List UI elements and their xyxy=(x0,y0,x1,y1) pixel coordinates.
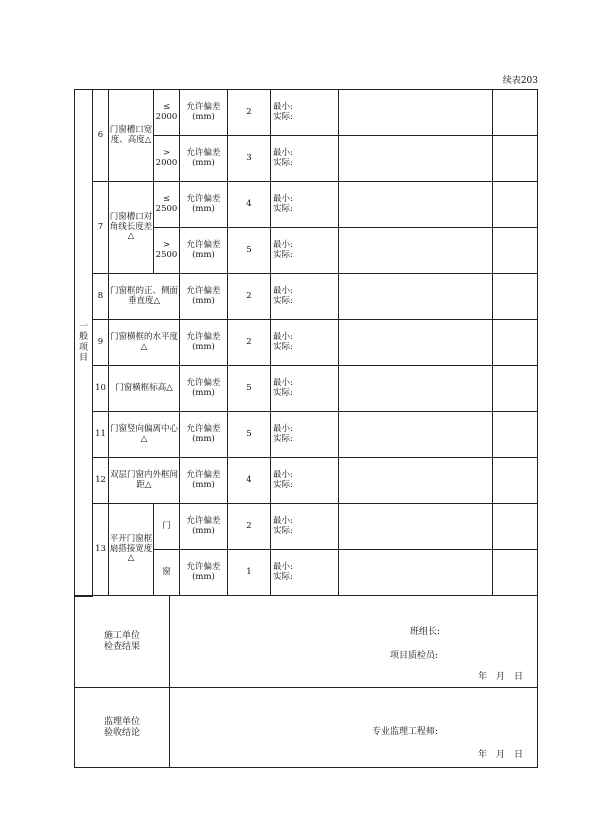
measurement-cell[interactable] xyxy=(339,90,493,136)
measure-labels: 最小: 实际: xyxy=(271,504,339,550)
deviation-label: 允许偏差 (mm) xyxy=(180,182,228,228)
category-cell: 一 般 项 目 xyxy=(75,90,93,597)
deviation-value: 4 xyxy=(228,182,271,228)
measure-labels: 最小: 实际: xyxy=(271,366,339,412)
deviation-value: 2 xyxy=(228,320,271,366)
table-row xyxy=(75,320,538,366)
table-row xyxy=(75,412,538,458)
item-number: 7 xyxy=(93,182,109,274)
condition-cell: > 2500 xyxy=(154,228,180,274)
measurement-cell[interactable] xyxy=(339,274,493,320)
result-cell[interactable] xyxy=(493,412,538,458)
table-row xyxy=(75,90,538,136)
measure-labels: 最小: 实际: xyxy=(271,136,339,182)
table-row xyxy=(75,504,538,550)
signoff-table xyxy=(74,595,538,768)
measurement-cell[interactable] xyxy=(339,412,493,458)
table-row xyxy=(75,274,538,320)
item-number: 11 xyxy=(93,412,109,458)
measure-labels: 最小: 实际: xyxy=(271,458,339,504)
item-number: 10 xyxy=(93,366,109,412)
condition-cell: > 2000 xyxy=(154,136,180,182)
measure-labels: 最小: 实际: xyxy=(271,320,339,366)
measurement-cell[interactable] xyxy=(339,504,493,550)
construction-result-area[interactable] xyxy=(170,596,538,688)
quality-inspector-label: 项目质检员: xyxy=(390,651,439,661)
measurement-cell[interactable] xyxy=(339,136,493,182)
result-cell[interactable] xyxy=(493,550,538,596)
result-cell[interactable] xyxy=(493,228,538,274)
result-cell[interactable] xyxy=(493,458,538,504)
measure-labels: 最小: 实际: xyxy=(271,90,339,136)
deviation-label: 允许偏差 (mm) xyxy=(180,274,228,320)
item-number: 8 xyxy=(93,274,109,320)
item-number: 12 xyxy=(93,458,109,504)
deviation-value: 5 xyxy=(228,366,271,412)
item-number: 9 xyxy=(93,320,109,366)
deviation-label: 允许偏差 (mm) xyxy=(180,550,228,596)
deviation-value: 2 xyxy=(228,504,271,550)
deviation-value: 5 xyxy=(228,412,271,458)
condition-cell: ≤ 2000 xyxy=(154,90,180,136)
table-row xyxy=(75,182,538,228)
deviation-value: 4 xyxy=(228,458,271,504)
item-name: 门窗横框标高△ xyxy=(109,366,180,412)
result-cell[interactable] xyxy=(493,504,538,550)
result-cell[interactable] xyxy=(493,136,538,182)
measurement-cell[interactable] xyxy=(339,550,493,596)
continuation-label: 续表203 xyxy=(502,76,538,86)
deviation-value: 2 xyxy=(228,90,271,136)
item-number: 6 xyxy=(93,90,109,182)
condition-cell: ≤ 2500 xyxy=(154,182,180,228)
supervising-engineer-label: 专业监理工程师: xyxy=(372,727,439,737)
item-name: 双层门窗内外框间距△ xyxy=(109,458,180,504)
construction-label: 施工单位 检查结果 xyxy=(75,596,170,688)
item-name: 门窗框的正、侧面垂直度△ xyxy=(109,274,180,320)
item-name: 门窗横框的水平度△ xyxy=(109,320,180,366)
result-cell[interactable] xyxy=(493,274,538,320)
deviation-label: 允许偏差 (mm) xyxy=(180,366,228,412)
inspection-table xyxy=(74,89,538,597)
supervision-row xyxy=(75,688,538,768)
deviation-value: 2 xyxy=(228,274,271,320)
deviation-value: 5 xyxy=(228,228,271,274)
supervision-result-area[interactable] xyxy=(170,688,538,768)
condition-cell: 门 xyxy=(154,504,180,550)
item-name: 平开门窗框扇搭接宽度△ xyxy=(109,504,154,596)
measure-labels: 最小: 实际: xyxy=(271,182,339,228)
measure-labels: 最小: 实际: xyxy=(271,228,339,274)
deviation-label: 允许偏差 (mm) xyxy=(180,228,228,274)
item-name: 门窗竖向偏离中心△ xyxy=(109,412,180,458)
measurement-cell[interactable] xyxy=(339,228,493,274)
construction-row xyxy=(75,596,538,688)
deviation-label: 允许偏差 (mm) xyxy=(180,90,228,136)
measurement-cell[interactable] xyxy=(339,366,493,412)
deviation-label: 允许偏差 (mm) xyxy=(180,412,228,458)
team-leader-label: 班组长: xyxy=(410,627,441,637)
result-cell[interactable] xyxy=(493,366,538,412)
deviation-label: 允许偏差 (mm) xyxy=(180,458,228,504)
table-row xyxy=(75,458,538,504)
measurement-cell[interactable] xyxy=(339,182,493,228)
measure-labels: 最小: 实际: xyxy=(271,274,339,320)
condition-cell: 窗 xyxy=(154,550,180,596)
result-cell[interactable] xyxy=(493,90,538,136)
measure-labels: 最小: 实际: xyxy=(271,550,339,596)
item-name: 门窗槽口宽度、高度△ xyxy=(109,90,154,182)
table-row xyxy=(75,366,538,412)
deviation-label: 允许偏差 (mm) xyxy=(180,136,228,182)
supervision-date: 年 月 日 xyxy=(477,750,523,760)
measurement-cell[interactable] xyxy=(339,320,493,366)
deviation-value: 3 xyxy=(228,136,271,182)
deviation-label: 允许偏差 (mm) xyxy=(180,320,228,366)
construction-date: 年 月 日 xyxy=(477,672,523,682)
item-name: 门窗槽口对角线长度差△ xyxy=(109,182,154,274)
supervision-label: 监理单位 验收结论 xyxy=(75,688,170,768)
result-cell[interactable] xyxy=(493,182,538,228)
measure-labels: 最小: 实际: xyxy=(271,412,339,458)
deviation-value: 1 xyxy=(228,550,271,596)
result-cell[interactable] xyxy=(493,320,538,366)
deviation-label: 允许偏差 (mm) xyxy=(180,504,228,550)
measurement-cell[interactable] xyxy=(339,458,493,504)
item-number: 13 xyxy=(93,504,109,596)
